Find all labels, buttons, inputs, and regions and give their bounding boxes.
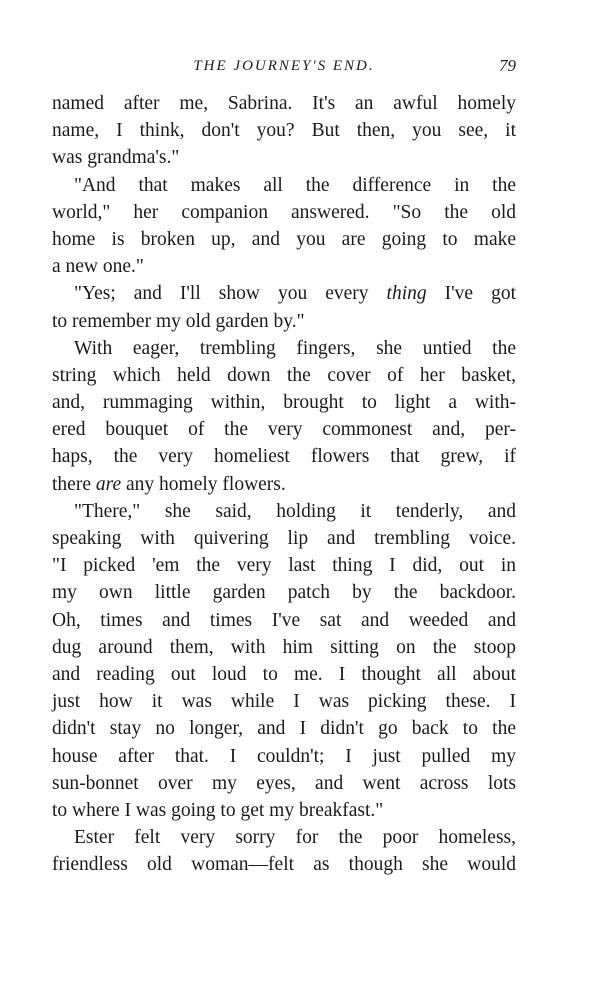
text-line: my own little garden patch by the backdoor. [52,582,516,604]
text-line: named after me, Sabrina. It's an awful homely [52,93,516,114]
text-line: "There," she said, holding it tenderly, and [74,500,516,522]
text-line: to where I was going to get my breakfast." [52,799,384,821]
text-line: there are any homely flowers. [52,473,286,495]
text-line: "I picked 'em the very last thing I did, out in [52,555,516,577]
text-line: a new one." [52,256,144,278]
running-title: THE JOURNEY'S END. [193,58,375,74]
text-line: With eager, trembling fingers, she untied the [74,337,516,359]
text-line: dug around them, with him sitting on the stoop [52,636,516,658]
text-line: house after that. I couldn't; I just pulled my [52,745,516,767]
text-line: Ester felt very sorry for the poor homeless, [74,827,516,849]
body-text [52,90,516,878]
text-line: friendless old woman—felt as though she would [52,854,516,876]
text-line: home is broken up, and you are going to make [52,228,516,250]
running-head [52,54,516,78]
text-line: ered bouquet of the very commonest and, per- [52,419,516,441]
page-number: 79 [499,56,516,75]
text-line: and reading out loud to me. I thought all about [52,663,516,685]
text-line: "Yes; and I'll show you every thing I've got [74,283,516,305]
text-line: to remember my old garden by." [52,310,305,332]
text-line: string which held down the cover of her basket, [52,364,516,386]
text-line: speaking with quivering lip and trembling voice. [52,528,516,549]
text-line: name, I think, don't you? But then, you see, it [52,120,516,142]
text-line: haps, the very homeliest flowers that grew, if [52,446,516,468]
text-line: and, rummaging within, brought to light a with- [52,392,516,414]
text-line: just how it was while I was picking these. I [52,691,516,713]
text-line: sun-bonnet over my eyes, and went across lots [52,772,516,794]
text-line: was grandma's." [52,147,180,169]
text-line: "And that makes all the difference in the [74,174,516,196]
text-line: didn't stay no longer, and I didn't go back to the [52,718,516,740]
text-line: world," her companion answered. "So the old [52,201,516,223]
text-line: Oh, times and times I've sat and weeded and [52,609,516,631]
